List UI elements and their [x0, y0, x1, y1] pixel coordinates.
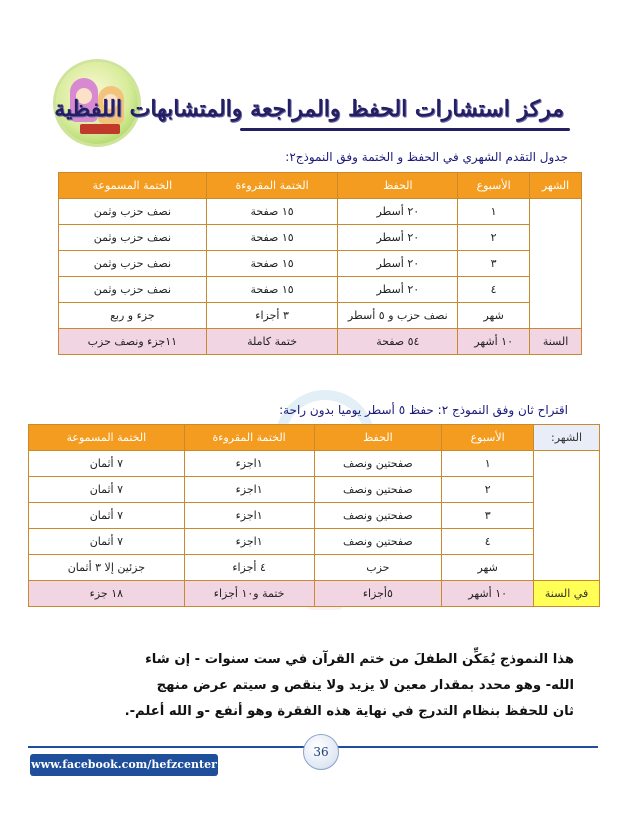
column-header: الختمة المقروءة [206, 173, 338, 199]
monthly-progress-table [58, 172, 582, 355]
page-number: 36 [303, 734, 339, 770]
table-header-row [29, 425, 600, 451]
column-header: الحفظ [338, 173, 458, 199]
table-cell: ٢ [442, 477, 534, 503]
table-cell: ٤ [458, 277, 530, 303]
table-cell: ١١جزء ونصف حزب [59, 329, 207, 355]
column-header: الختمة المقروءة [184, 425, 314, 451]
table-cell: ١اجزء [184, 451, 314, 477]
table-cell: ٣ [442, 503, 534, 529]
table-cell: نصف حزب وثمن [59, 277, 207, 303]
table-cell: ١ [458, 199, 530, 225]
table-cell: حزب [314, 555, 442, 581]
table-cell: ١اجزء [184, 503, 314, 529]
table-cell: ختمة كاملة [206, 329, 338, 355]
table-header-row [59, 173, 582, 199]
paragraph-line: هذا النموذج يُمَكِّن الطفلَ من ختم القرآن في ست سنوات - إن شاء [145, 652, 574, 667]
table-cell: ٧ أثمان [29, 451, 185, 477]
column-header: الأسبوع [458, 173, 530, 199]
table-cell: نصف حزب وثمن [59, 251, 207, 277]
table-cell: نصف حزب و ٥ أسطر [338, 303, 458, 329]
table-cell: ١٥ صفحة [206, 199, 338, 225]
table-cell: صفحتين ونصف [314, 451, 442, 477]
table-cell: جزء و ربع [59, 303, 207, 329]
table-row [29, 555, 600, 581]
table-cell: ١٠ أشهر [442, 581, 534, 607]
year-label: السنة [530, 329, 582, 355]
header-underline [240, 128, 570, 131]
table-cell: ختمة و١٠ أجزاء [184, 581, 314, 607]
table-total-row [29, 581, 600, 607]
table-cell: ١٥ صفحة [206, 251, 338, 277]
table-cell: ٢ [458, 225, 530, 251]
table-cell: ٧ أثمان [29, 529, 185, 555]
table-cell: ٧ أثمان [29, 477, 185, 503]
table-cell: ١٥ صفحة [206, 225, 338, 251]
table-cell: ٢٠ أسطر [338, 251, 458, 277]
year-label: في السنة [534, 581, 600, 607]
paragraph-line: ثان للحفظ بنظام التدرج في نهاية هذه الفقرة وهو أنفع -و الله أعلم-. [124, 704, 574, 719]
table-total-row [59, 329, 582, 355]
table-cell: ١اجزء [184, 529, 314, 555]
table-row [59, 277, 582, 303]
table-row [29, 503, 600, 529]
table-cell: ٣ أجزاء [206, 303, 338, 329]
table-cell: ١ [442, 451, 534, 477]
table-cell: صفحتين ونصف [314, 529, 442, 555]
column-header: الختمة المسموعة [59, 173, 207, 199]
column-header: الحفظ [314, 425, 442, 451]
paragraph-line: الله- وهو محدد بمقدار معين لا يزيد ولا ينقص و سيتم عرض منهج [156, 678, 574, 693]
month-cell [534, 451, 600, 581]
table-cell: ١اجزء [184, 477, 314, 503]
header-calligraphy: مركز استشارات الحفظ والمراجعة والمتشابهات اللفظية [54, 96, 564, 122]
table-cell: ٤ [442, 529, 534, 555]
table-cell: ١٨ جزء [29, 581, 185, 607]
table-row [59, 251, 582, 277]
table-cell: ١٠ أشهر [458, 329, 530, 355]
table-cell: جزئين إلا ٣ أثمان [29, 555, 185, 581]
table-cell: ٣ [458, 251, 530, 277]
column-header: الشهر [530, 173, 582, 199]
explanation-paragraph [66, 647, 574, 725]
column-header: الشهر: [534, 425, 600, 451]
column-header: الختمة المسموعة [29, 425, 185, 451]
table-cell: صفحتين ونصف [314, 503, 442, 529]
section1-title: جدول التقدم الشهري في الحفظ و الختمة وفق النموذج٢: [285, 150, 568, 164]
table-cell: نصف حزب وثمن [59, 199, 207, 225]
table-row [59, 303, 582, 329]
table-cell: ٥٤ صفحة [338, 329, 458, 355]
month-cell [530, 199, 582, 329]
table-row [29, 477, 600, 503]
table-cell: صفحتين ونصف [314, 477, 442, 503]
table-cell: ١٥ صفحة [206, 277, 338, 303]
table-cell: ٢٠ أسطر [338, 277, 458, 303]
table-cell: شهر [458, 303, 530, 329]
table-cell: ٤ أجزاء [184, 555, 314, 581]
table-row [29, 529, 600, 555]
column-header: الأسبوع [442, 425, 534, 451]
second-proposal-table [28, 424, 600, 607]
table-cell: شهر [442, 555, 534, 581]
table-row [29, 451, 600, 477]
section2-title: اقتراح ثان وفق النموذج ٢: حفظ ٥ أسطر يوميا بدون راحة: [279, 403, 568, 417]
table-row [59, 199, 582, 225]
table-cell: نصف حزب وثمن [59, 225, 207, 251]
table-cell: ٢٠ أسطر [338, 225, 458, 251]
facebook-link[interactable]: www.facebook.com/hefzcenter [30, 754, 218, 776]
table-cell: ٥أجزاء [314, 581, 442, 607]
table-cell: ٢٠ أسطر [338, 199, 458, 225]
table-cell: ٧ أثمان [29, 503, 185, 529]
table-row [59, 225, 582, 251]
